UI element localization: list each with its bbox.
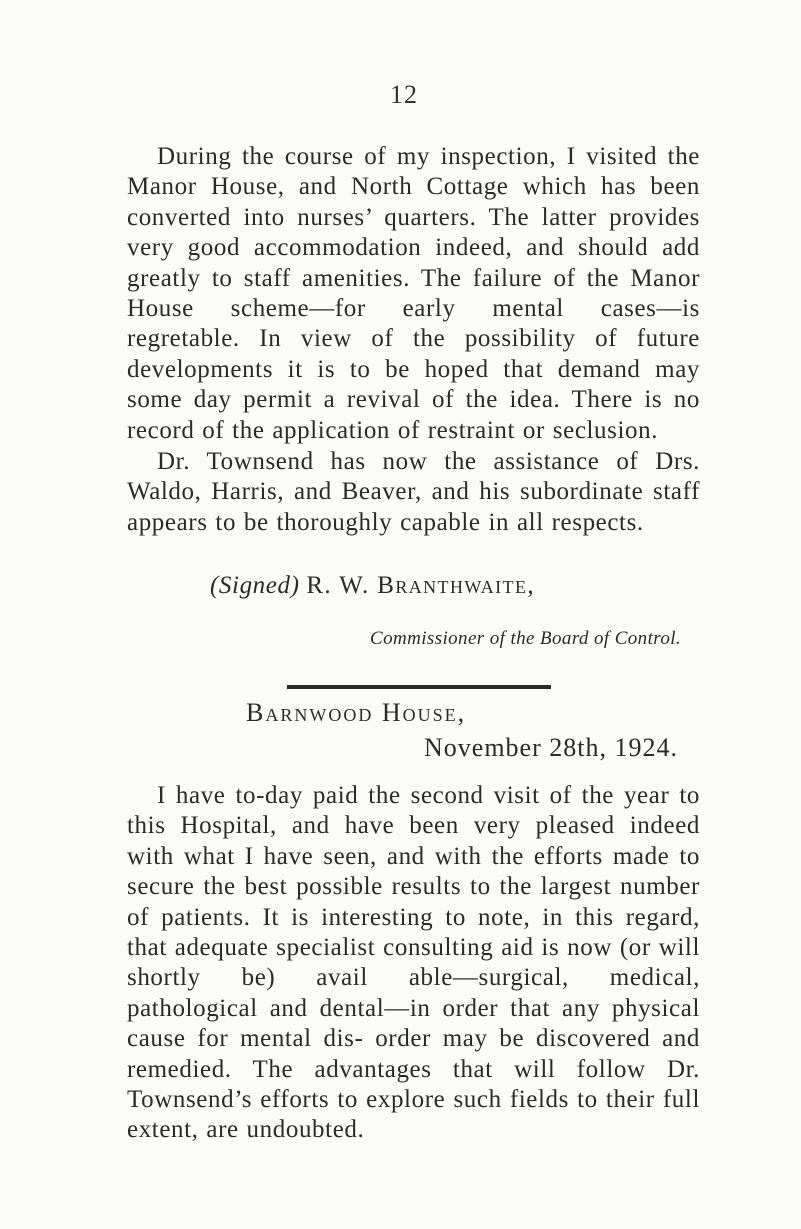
signed-label: (Signed) <box>210 572 300 599</box>
section-divider <box>287 685 551 689</box>
paragraph-text: During the course of my inspection, I visited the Manor House, and North Cottage which has been converted into nurses’ quarters. The latter provides very good accommodation indeed, and should add greatly to staff amenities. The failure of the Manor House scheme—for early mental cases—is regretable. In view of the possibility of future developments it is to be hoped that demand may some day permit a revival of the idea. There is no record of the application of restraint or seclusion. <box>127 143 700 444</box>
paragraph-inspection <box>127 142 700 446</box>
paragraph-text: Dr. Townsend has now the assistance of Drs. Waldo, Harris, and Beaver, and his subordinate staff appears to be thoroughly capable in all respects. <box>127 448 700 536</box>
letter-place: Barnwood House, <box>246 698 467 727</box>
signatory-name: R. W. Branthwaite, <box>306 572 535 599</box>
signatory-title: Commissioner of the Board of Control. <box>370 628 682 649</box>
paragraph-text: I have to-day paid the second visit of the year to this Hospital, and have been very pleased indeed with what I have seen, and with the efforts made to secure the best possible results to the largest number of patients. It is interesting to note, in this regard, that adequate specialist consulting aid is now (or will shortly be) avail able—surgical, medical, pathological and dental—in order that any physical cause for mental dis- order may be discovered and remedied. The advantages that will follow Dr. Townsend’s efforts to explore such fields to their full extent, are undoubted. <box>127 782 700 1144</box>
paragraph-visit <box>127 781 700 1146</box>
signature-line <box>210 572 535 600</box>
page-number: 12 <box>390 80 418 109</box>
paragraph-staff <box>127 447 700 538</box>
letter-date: November 28th, 1924. <box>424 733 678 762</box>
